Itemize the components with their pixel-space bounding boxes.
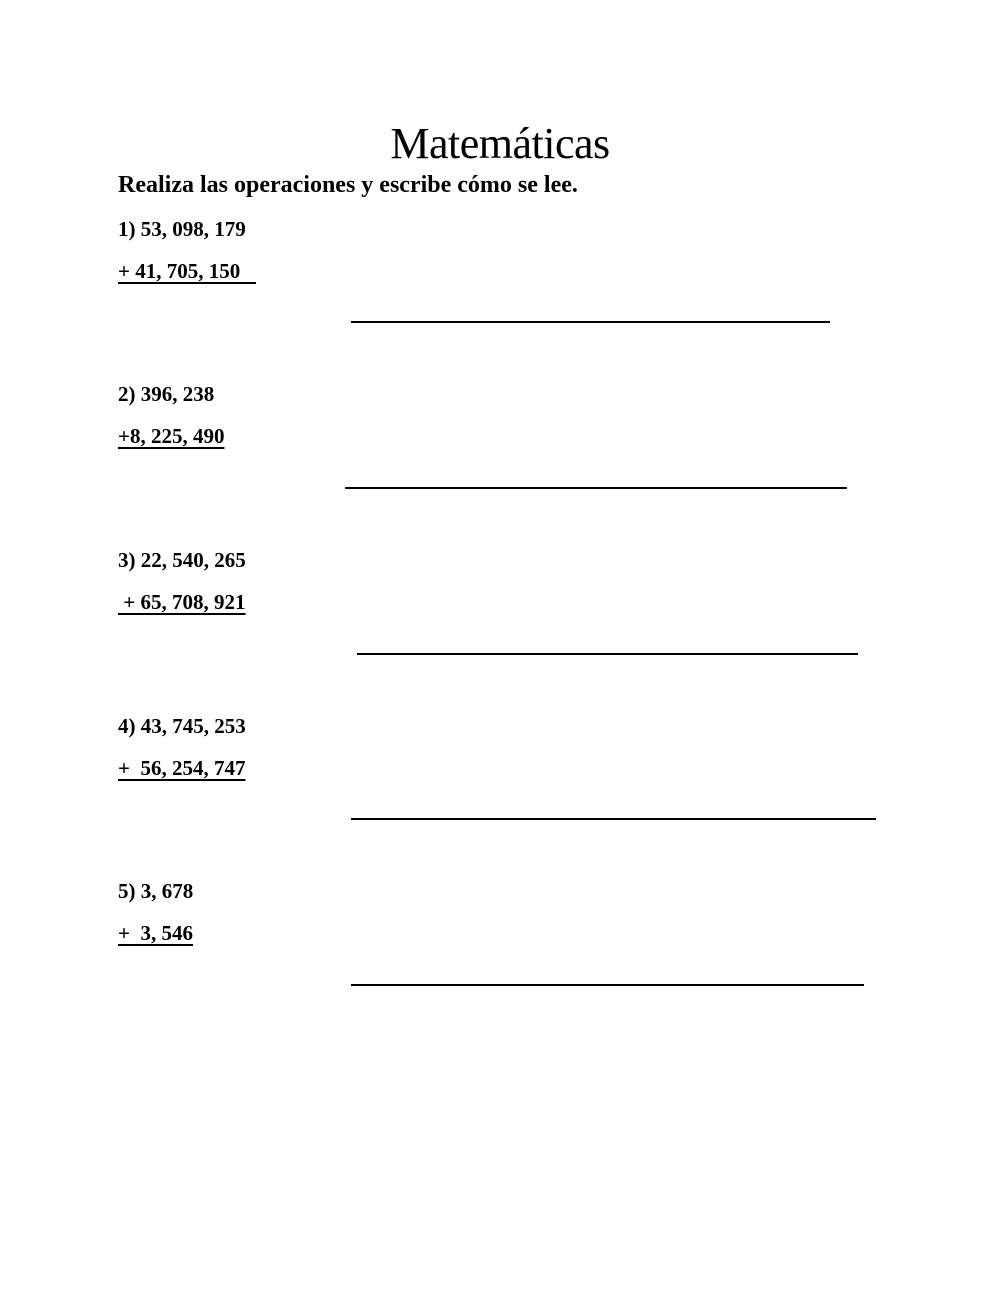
problem-1-first-number: 1) 53, 098, 179 (118, 217, 246, 241)
problem-3-answer-line[interactable] (357, 653, 858, 655)
page-title: Matemáticas (390, 119, 610, 168)
problem-3-first-number: 3) 22, 540, 265 (118, 548, 246, 572)
problem-2-second-number: +8, 225, 490 (118, 424, 225, 448)
instruction-text: Realiza las operaciones y escribe cómo se lee. (118, 172, 578, 198)
problem-4-second-number: + 56, 254, 747 (118, 756, 246, 780)
problem-4-answer-line[interactable] (351, 818, 876, 820)
problem-5-answer-line[interactable] (351, 984, 864, 986)
problem-1-second-number: + 41, 705, 150 (118, 259, 256, 283)
problem-2-first-number: 2) 396, 238 (118, 382, 215, 406)
problem-1-answer-line[interactable] (351, 321, 830, 323)
problem-5-first-number: 5) 3, 678 (118, 879, 194, 903)
problem-3-second-number: + 65, 708, 921 (118, 590, 246, 614)
problem-5-second-number: + 3, 546 (118, 921, 193, 945)
problem-2-answer-line[interactable] (345, 487, 847, 489)
problem-4-first-number: 4) 43, 745, 253 (118, 714, 246, 738)
